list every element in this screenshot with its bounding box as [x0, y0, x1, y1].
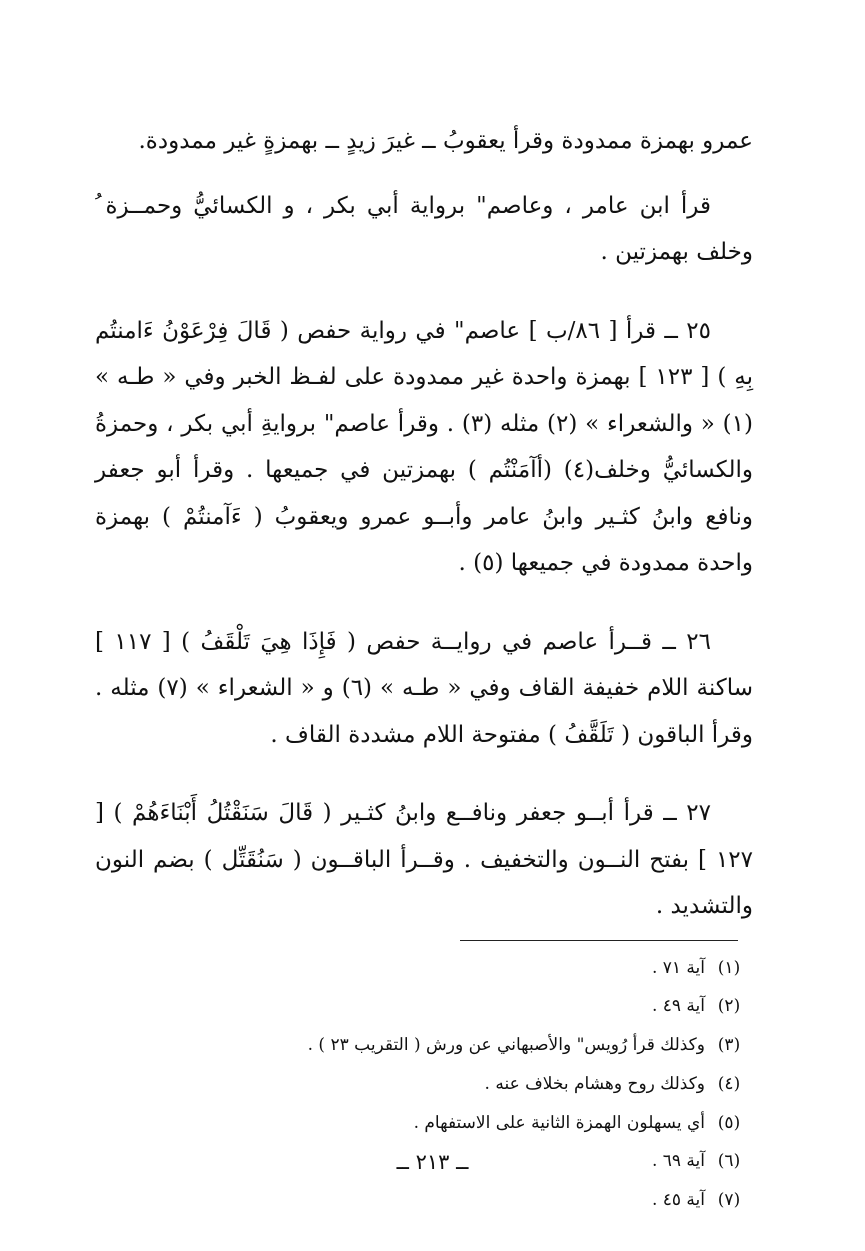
footnote-number: (٣) [717, 1035, 741, 1056]
footnote [95, 949, 753, 988]
footnote [95, 1104, 753, 1143]
footnote [95, 987, 753, 1026]
footnote-number: (٦) [717, 1151, 741, 1172]
page-number: ــ ٢١٣ ــ [396, 1150, 469, 1174]
footnote-number: (٢) [717, 996, 741, 1017]
footnote [95, 1181, 753, 1220]
footnote-text: وكذلك روح وهشام بخلاف عنه . [484, 1073, 705, 1094]
main-text [95, 118, 753, 930]
footnote-text: آية ٤٩ . [651, 996, 705, 1017]
footnote-number: (٥) [717, 1112, 741, 1133]
footnote [95, 1065, 753, 1104]
footnote-text: آية ٦٩ . [651, 1151, 705, 1172]
footnote-divider [460, 940, 738, 941]
footnote-number: (١) [717, 957, 741, 978]
paragraph-2: قرأ ابن عامر ، وعاصم" برواية أبي بكر ، و الكسائيُّ وحمــزة ُ وخلف بهمزتين . [95, 192, 753, 265]
footnote-text: آية ٧١ . [651, 957, 705, 978]
footnotes [95, 949, 753, 1221]
footnote-text: آية ٤٥ . [651, 1190, 705, 1211]
footnote-number: (٤) [717, 1073, 741, 1094]
paragraph-1: عمرو بهمزة ممدودة وقرأ يعقوبُ ــ غيرَ زيدٍ ــ بهمزةٍ غير ممدودة. [138, 128, 753, 154]
paragraph-27: ٢٧ ــ قرأ أبــو جعفر ونافــع وابنُ كثـير ( قَالَ سَنَقْتُلُ أَبْنَاءَهُمْ ) [ ١٢٧ ] بفتح النــون والتخفيف . وقــرأ الباقــون ( سَنُقَتِّل ) بضم النون والتشديد . [95, 800, 753, 919]
footnote-text: أي يسهلون الهمزة الثانية على الاستفهام . [413, 1112, 705, 1133]
footnote-text: وكذلك قرأ رُويس" والأصبهاني عن ورش ( التقريب ٢٣ ) . [307, 1035, 705, 1056]
paragraph-26: ٢٦ ــ قــرأ عاصم في روايــة حفص ( فَإِذَا هِيَ تَلْقَفُ ) [ ١١٧ ] ساكنة اللام خفيفة القاف وفي « طـه » (٦) و « الشعراء » (٧) مثله . وقرأ الباقون ( تَلَقَّفُ ) مفتوحة اللام مشددة القاف . [95, 628, 753, 748]
footnote [95, 1026, 753, 1065]
paragraph-25: ٢٥ ــ قرأ [ ٨٦/ب ] عاصم" في رواية حفص ( قَالَ فِرْعَوْنُ ءَامنتُم بِهِ ) [ ١٢٣ ] بهمزة واحدة غير ممدودة على لفـظ الخبر وفي « طـه » (١) « والشعراء » (٢) مثله (٣) . وقرأ عاصم" بروايةِ أبي بكر ، وحمزةُ والكسائيُّ وخلف(٤) (أآمَنْتُم ) بهمزتين في جميعها . وقرأ أبو جعفر ونافع وابنُ كثـير وابنُ عامر وأبــو عمرو ويعقوبُ ( ءَآمنتُمْ ) بهمزة واحدة ممدودة في جميعها (٥) . [95, 317, 753, 576]
footnote-number: (٧) [717, 1190, 741, 1211]
